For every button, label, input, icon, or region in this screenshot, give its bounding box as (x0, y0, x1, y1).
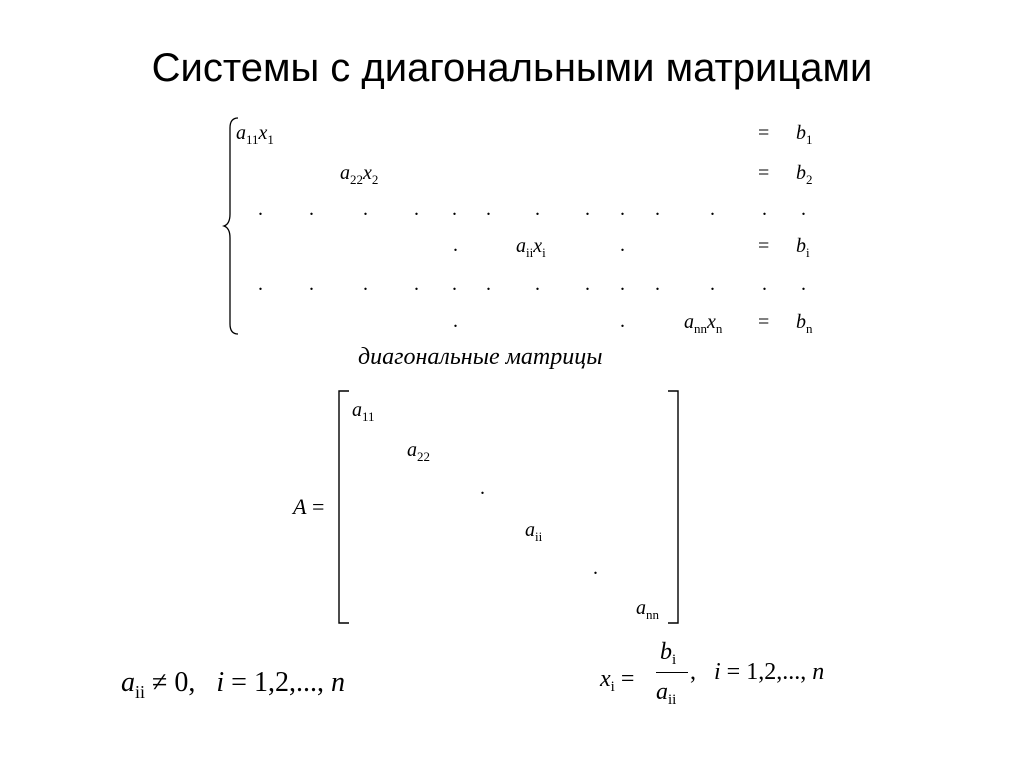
equals-sign: = (758, 122, 770, 144)
equals-sign: = (758, 235, 770, 257)
equation-row-1-rhs: $b_1$ (796, 122, 813, 147)
caption-diagonal-matrices: диагональные матрицы (358, 344, 603, 370)
nonzero-condition: $a_{ii} \ne 0$, i = 1,2,..., n (121, 667, 345, 702)
matrix-diagonal-dot: . (593, 557, 598, 579)
ellipsis-dot: . (620, 234, 625, 256)
solution-index-range: , i = 1,2,..., n (690, 659, 825, 685)
ellipsis-dot: . (620, 310, 625, 332)
equation-row-n-rhs: $b_n$ (796, 311, 813, 336)
fraction-numerator: $b_i$ (660, 639, 677, 668)
equation-row-n-lhs: $a_{nn}x_n$ (684, 311, 723, 336)
ellipsis-dot: . (453, 310, 458, 332)
solution-lhs: $x_i$ = (600, 666, 635, 695)
equation-row-1-lhs: $a_{11}x_1$ (236, 122, 274, 147)
matrix-left-bracket (338, 390, 350, 624)
system-left-brace (222, 116, 242, 336)
matrix-name: A = (293, 494, 325, 519)
matrix-right-bracket (667, 390, 679, 624)
equation-row-i-lhs: $a_{ii}x_i$ (516, 235, 546, 260)
equation-row-2-lhs: $a_{22}x_2$ (340, 162, 379, 187)
matrix-entry-a11: $a_{11}$ (352, 399, 375, 424)
matrix-entry-a22: $a_{22}$ (407, 439, 430, 464)
equation-row-2-rhs: $b_2$ (796, 162, 813, 187)
slide-title: Системы с диагональными матрицами (151, 46, 873, 90)
fraction-bar (656, 672, 688, 673)
matrix-entry-aii: $a_{ii}$ (525, 519, 543, 544)
equals-sign: = (758, 162, 770, 184)
ellipsis-dot: . (453, 234, 458, 256)
equals-sign: = (758, 311, 770, 333)
equation-row-i-rhs: $b_i$ (796, 235, 810, 260)
fraction-denominator: $a_{ii}$ (656, 679, 677, 708)
matrix-diagonal-dot: . (480, 477, 485, 499)
matrix-entry-ann: $a_{nn}$ (636, 597, 659, 622)
